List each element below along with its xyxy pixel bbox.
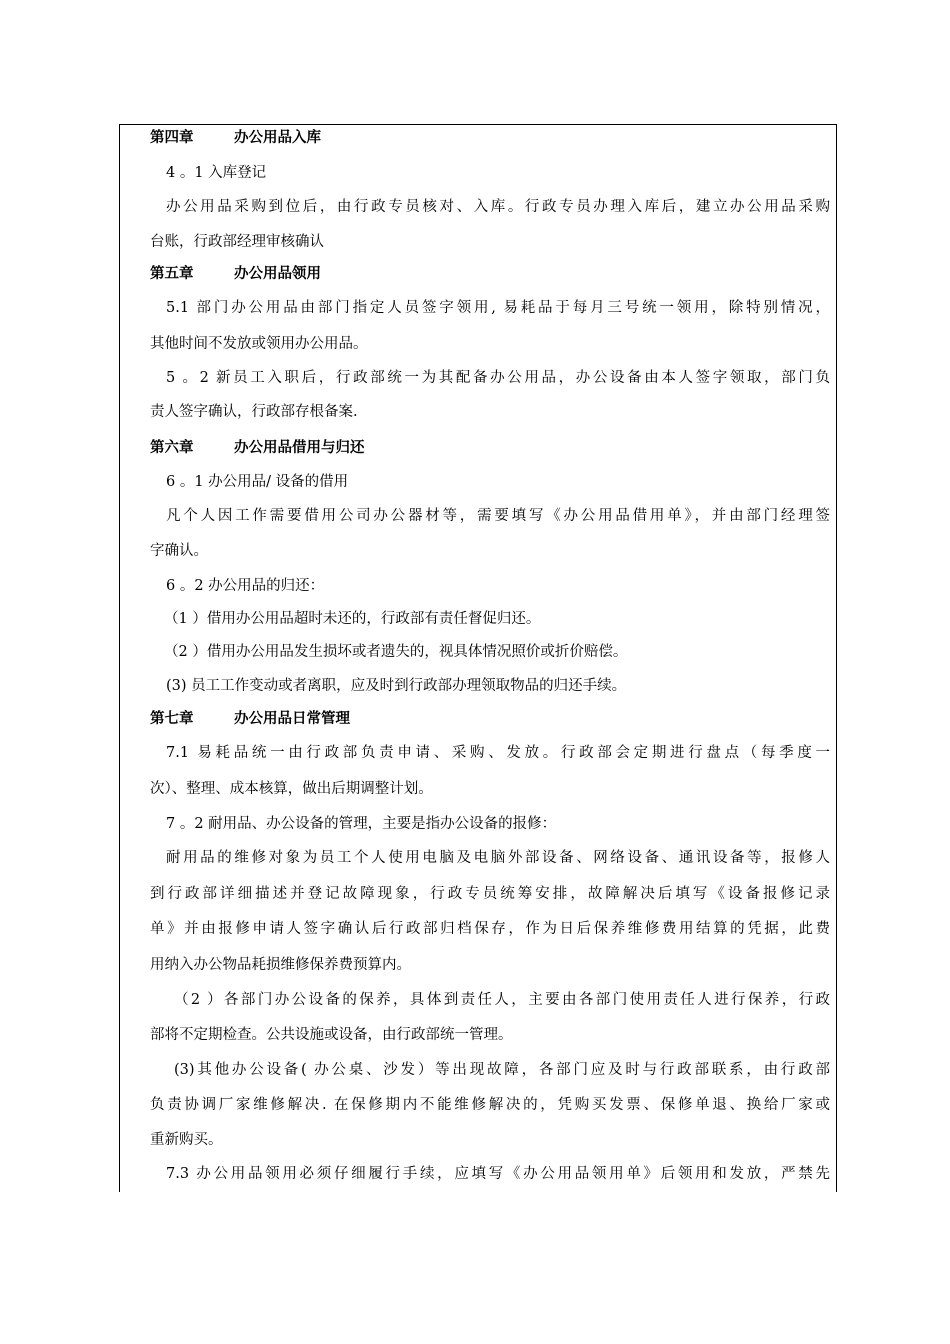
paragraph-line: 部将不定期检查。公共设施或设备，由行政部统一管理。 xyxy=(150,1027,513,1043)
chapter-number: 第六章 xyxy=(150,440,194,456)
paragraph-line: 单》并由报修申请人签字确认后行政部归档保存，作为日后保养维修费用结算的凭据，此费 xyxy=(150,921,830,937)
paragraph-line: 5.1 部门办公用品由部门指定人员签字领用, 易耗品于每月三号统一领用，除特别情况， xyxy=(166,300,830,316)
paragraph-line: 其他时间不发放或领用办公用品。 xyxy=(150,336,368,352)
paragraph-line: 7.1 易耗品统一由行政部负责申请、采购、发放。行政部会定期进行盘点（每季度一 xyxy=(166,745,830,761)
paragraph-line: 凡个人因工作需要借用公司办公器材等，需要填写《办公用品借用单》，并由部门经理签 xyxy=(166,508,830,524)
chapter-number: 第七章 xyxy=(150,711,194,727)
chapter-title: 办公用品借用与归还 xyxy=(234,440,365,456)
paragraph-line: 负责协调厂家维修解决. 在保修期内不能维修解决的，凭购买发票、保修单退、换给厂家或 xyxy=(150,1097,830,1113)
paragraph-line: 7.3 办公用品领用必须仔细履行手续，应填写《办公用品领用单》后领用和发放，严禁先 xyxy=(166,1166,830,1182)
paragraph-line: 字确认。 xyxy=(150,543,208,559)
paragraph-line: (3)其他办公设备( 办公桌、沙发）等出现故障，各部门应及时与行政部联系，由行政部 xyxy=(174,1062,830,1078)
paragraph-line: 台账，行政部经理审核确认 xyxy=(150,234,324,250)
paragraph-line: 到行政部详细描述并登记故障现象，行政专员统筹安排，故障解决后填写《设备报修记录 xyxy=(150,886,830,902)
paragraph-line: 5 。2 新员工入职后，行政部统一为其配备办公用品，办公设备由本人签字领取，部门负 xyxy=(166,370,830,386)
paragraph-line: 耐用品的维修对象为员工个人使用电脑及电脑外部设备、网络设备、通讯设备等，报修人 xyxy=(166,850,830,866)
chapter-number: 第五章 xyxy=(150,266,194,282)
paragraph-line: 用纳入办公物品耗损维修保养费预算内。 xyxy=(150,957,411,973)
section-line: 7 。2 耐用品、办公设备的管理，主要是指办公设备的报修： xyxy=(166,816,557,832)
paragraph-line: （2 ）各部门办公设备的保养，具体到责任人，主要由各部门使用责任人进行保养，行政 xyxy=(174,992,830,1008)
chapter-title: 办公用品领用 xyxy=(234,266,321,282)
chapter-heading xyxy=(150,128,321,148)
paragraph-line: 责人签字确认，行政部存根备案. xyxy=(150,404,358,420)
section-line: 6 。2 办公用品的归还： xyxy=(166,578,325,594)
list-item: （1 ）借用办公用品超时未还的，行政部有责任督促归还。 xyxy=(164,611,541,627)
chapter-number: 第四章 xyxy=(150,130,194,146)
list-item: （2 ）借用办公用品发生损坏或者遗失的，视具体情况照价或折价赔偿。 xyxy=(164,644,628,660)
chapter-heading xyxy=(150,438,365,458)
chapter-title: 办公用品日常管理 xyxy=(234,711,350,727)
list-item: (3) 员工工作变动或者离职，应及时到行政部办理领取物品的归还手续。 xyxy=(166,678,627,694)
section-line: 4 。1 入库登记 xyxy=(166,165,267,181)
chapter-heading xyxy=(150,709,350,729)
paragraph-line: 重新购买。 xyxy=(150,1132,223,1148)
paragraph-line: 次）、整理、成本核算，做出后期调整计划。 xyxy=(150,781,433,797)
section-line: 6 。1 办公用品/ 设备的借用 xyxy=(166,474,349,490)
chapter-title: 办公用品入库 xyxy=(234,130,321,146)
paragraph-line: 办公用品采购到位后，由行政专员核对、入库。行政专员办理入库后，建立办公用品采购 xyxy=(166,199,830,215)
chapter-heading xyxy=(150,264,321,284)
